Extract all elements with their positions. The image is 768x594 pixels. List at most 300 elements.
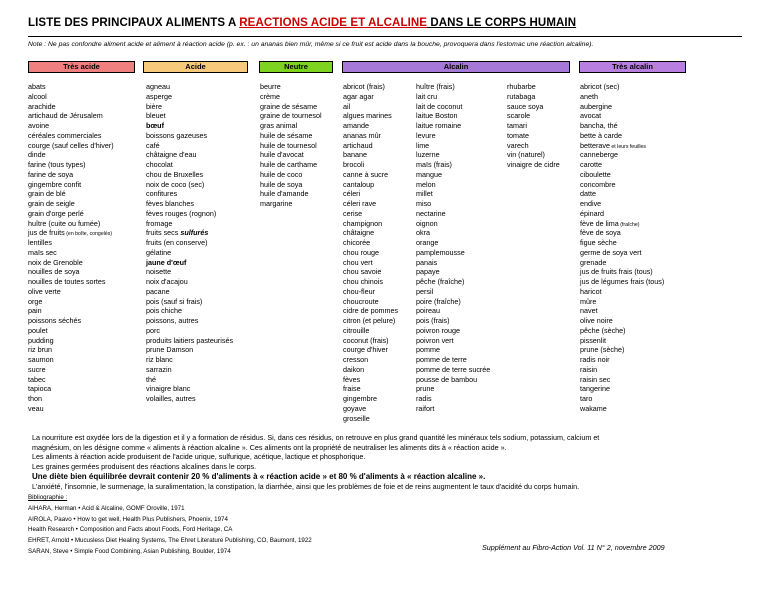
bibliography-item: EHRET, Arnold • Mucusless Diet Healing Systems, The Ehret Literature Publishing, CO, Baumont, 1922 xyxy=(28,537,312,545)
food-label: aubergine xyxy=(580,101,612,111)
food-item xyxy=(28,306,114,316)
food-label: fruits (en conserve) xyxy=(146,238,208,247)
food-label: bière xyxy=(146,101,162,111)
food-item xyxy=(28,219,114,229)
food-item xyxy=(28,189,114,199)
food-item xyxy=(146,394,233,404)
food-label: carotte xyxy=(580,160,602,169)
food-item xyxy=(28,82,114,92)
food-label: chocolat xyxy=(146,160,173,169)
food-item xyxy=(416,228,490,238)
food-label: lait de coconut xyxy=(416,101,463,111)
food-item xyxy=(580,209,664,219)
food-label: wakame xyxy=(580,403,607,413)
food-item xyxy=(416,404,490,414)
title-part3: DANS LE CORPS HUMAIN xyxy=(427,17,577,29)
food-item xyxy=(580,150,664,160)
food-label: alcool xyxy=(28,91,47,101)
food-label: pêche (fraîche) xyxy=(416,277,465,286)
food-label: ananas mûr xyxy=(343,130,381,140)
column-acide xyxy=(146,82,233,404)
food-item xyxy=(343,102,398,112)
food-item xyxy=(260,131,322,141)
food-item xyxy=(580,316,664,326)
food-label: radis xyxy=(416,394,432,403)
food-label: abricot (sec) xyxy=(580,82,620,91)
food-item xyxy=(28,267,114,277)
food-label: miso xyxy=(416,199,432,208)
food-label: poire (fraîche) xyxy=(416,296,461,306)
food-item xyxy=(343,199,398,209)
food-item xyxy=(28,121,114,131)
food-item xyxy=(260,141,322,151)
food-label: jus de légumes frais (tous) xyxy=(580,277,665,286)
food-item xyxy=(580,277,664,287)
food-label: canne à sucre xyxy=(343,169,389,179)
food-label: cidre de pommes xyxy=(343,306,399,316)
food-label: jaune d'œuf xyxy=(146,257,187,267)
food-item xyxy=(146,228,233,238)
food-item xyxy=(343,92,398,102)
food-item xyxy=(28,404,114,414)
food-item xyxy=(146,287,233,297)
food-item xyxy=(343,267,398,277)
food-item xyxy=(416,121,490,131)
food-label: gélatine xyxy=(146,247,172,257)
food-label: grain de blé xyxy=(28,189,66,199)
food-label: poissons, autres xyxy=(146,316,199,325)
food-item xyxy=(416,258,490,268)
food-label: laitue romaine xyxy=(416,121,462,130)
food-label: thé xyxy=(146,374,156,384)
food-item xyxy=(28,326,114,336)
food-item xyxy=(416,336,490,346)
food-label: huile d'amande xyxy=(260,189,309,199)
food-label: citron (et pelure) xyxy=(343,316,396,325)
food-label: poireau xyxy=(416,306,440,316)
food-item xyxy=(343,258,398,268)
food-item xyxy=(146,248,233,258)
food-label: papaye xyxy=(416,267,440,277)
food-note: (en boîte, congelés) xyxy=(64,231,113,238)
food-item xyxy=(343,121,398,131)
food-item xyxy=(260,150,322,160)
food-item xyxy=(146,375,233,385)
food-item xyxy=(146,121,233,131)
food-item xyxy=(580,394,664,404)
food-item xyxy=(146,170,233,180)
food-item xyxy=(416,82,490,92)
food-item xyxy=(416,248,490,258)
food-label: agneau xyxy=(146,82,170,91)
food-label: chou chinois xyxy=(343,277,383,286)
food-item xyxy=(343,414,398,424)
food-item xyxy=(146,384,233,394)
food-item xyxy=(580,92,664,102)
food-item xyxy=(507,131,560,141)
bibliography-item: AIHARA, Herman • Acid & Alcaline, GOMF Oroville, 1971 xyxy=(28,504,185,512)
food-item xyxy=(146,111,233,121)
food-item xyxy=(146,82,233,92)
food-item xyxy=(146,131,233,141)
food-item xyxy=(146,326,233,336)
food-label: tangerine xyxy=(580,384,610,394)
food-label: chicorée xyxy=(343,238,371,247)
food-label: beurre xyxy=(260,82,281,91)
food-label: vinaigre blanc xyxy=(146,384,191,394)
food-item xyxy=(343,219,398,229)
food-label: endive xyxy=(580,199,602,208)
food-item xyxy=(343,365,398,375)
food-item xyxy=(580,375,664,385)
food-label: levure xyxy=(416,130,436,140)
food-label: sauce soya xyxy=(507,101,544,111)
food-item xyxy=(260,102,322,112)
food-item xyxy=(343,180,398,190)
food-label: amande xyxy=(343,121,369,130)
food-label: germe de soya vert xyxy=(580,247,642,257)
food-item xyxy=(260,189,322,199)
food-label: fèves xyxy=(343,374,361,384)
food-label: nouilles de soya xyxy=(28,267,80,277)
food-label: margarine xyxy=(260,199,293,208)
food-label: café xyxy=(146,140,160,150)
food-item xyxy=(28,228,114,238)
food-item xyxy=(343,375,398,385)
food-label: huile de carthame xyxy=(260,160,318,169)
food-label: cresson xyxy=(343,355,369,364)
food-item xyxy=(416,180,490,190)
food-label: sucre xyxy=(28,364,46,374)
food-label: fruits secs xyxy=(146,228,179,238)
food-item xyxy=(343,326,398,336)
header-tres-acide: Très acide xyxy=(28,61,135,73)
food-label: huile de soya xyxy=(260,179,303,189)
food-label: cerise xyxy=(343,208,363,218)
food-item xyxy=(416,219,490,229)
food-item xyxy=(146,209,233,219)
food-item xyxy=(343,297,398,307)
food-item xyxy=(580,180,664,190)
food-item xyxy=(416,141,490,151)
food-label: grain de seigle xyxy=(28,199,75,208)
column-alcalin-3 xyxy=(507,82,560,170)
food-item xyxy=(580,267,664,277)
food-label: goyave xyxy=(343,403,367,413)
food-item xyxy=(343,306,398,316)
food-item xyxy=(416,102,490,112)
food-label: tabec xyxy=(28,374,46,384)
food-label: grenade xyxy=(580,257,607,267)
food-item xyxy=(580,189,664,199)
food-item xyxy=(146,189,233,199)
food-item xyxy=(343,131,398,141)
food-item xyxy=(416,316,490,326)
food-item xyxy=(416,92,490,102)
food-item xyxy=(146,277,233,287)
food-label: oignon xyxy=(416,218,438,228)
food-label: poivron vert xyxy=(416,335,454,345)
food-label: asperge xyxy=(146,91,172,101)
food-item xyxy=(580,287,664,297)
food-item xyxy=(580,238,664,248)
food-item xyxy=(580,404,664,414)
column-alcalin-1 xyxy=(343,82,398,423)
food-label: noix de Grenoble xyxy=(28,257,83,267)
food-item xyxy=(28,92,114,102)
food-label: fraise xyxy=(343,384,361,394)
food-item xyxy=(416,277,490,287)
food-item xyxy=(343,150,398,160)
food-item xyxy=(343,189,398,199)
food-item xyxy=(146,199,233,209)
food-label: poulet xyxy=(28,325,48,335)
food-item xyxy=(416,326,490,336)
food-label: artichaud de Jérusalem xyxy=(28,111,103,121)
food-item xyxy=(416,287,490,297)
header-alcalin: Alcalin xyxy=(342,61,570,73)
food-label: concombre xyxy=(580,179,616,189)
food-label: prune (sèche) xyxy=(580,345,625,355)
food-label: pois (frais) xyxy=(416,316,450,325)
food-item xyxy=(146,238,233,248)
food-label: mûre xyxy=(580,296,597,306)
food-label: pissenlit xyxy=(580,335,606,345)
food-label: graine de tournesol xyxy=(260,111,322,121)
food-label: lentilles xyxy=(28,238,52,247)
food-label: veau xyxy=(28,403,44,413)
food-item xyxy=(416,199,490,209)
food-label: arachide xyxy=(28,101,56,111)
food-item xyxy=(146,316,233,326)
food-item xyxy=(343,248,398,258)
food-item xyxy=(343,355,398,365)
food-label: sarrazin xyxy=(146,364,172,374)
food-item xyxy=(580,219,664,229)
food-item xyxy=(28,355,114,365)
food-item xyxy=(580,297,664,307)
food-item xyxy=(343,170,398,180)
explanation-paragraph xyxy=(32,433,712,491)
food-label: graine de sésame xyxy=(260,101,318,111)
food-label: orange xyxy=(416,238,439,247)
food-item xyxy=(146,92,233,102)
food-label: banane xyxy=(343,150,367,160)
food-item xyxy=(146,365,233,375)
food-label: mangue xyxy=(416,169,442,179)
food-item xyxy=(416,209,490,219)
food-item xyxy=(28,199,114,209)
food-label: noix de coco (sec) xyxy=(146,179,205,189)
bibliography-item: Health Research • Composition and Facts about Foods, Ford Heritage, CA xyxy=(28,526,233,534)
food-label: raisin xyxy=(580,364,598,374)
food-label: riz blanc xyxy=(146,355,173,364)
food-item xyxy=(416,189,490,199)
food-item xyxy=(416,131,490,141)
food-item xyxy=(28,238,114,248)
food-label: poissons séchés xyxy=(28,316,82,325)
food-label: luzerne xyxy=(416,150,440,160)
column-tres-acide xyxy=(28,82,114,414)
food-item xyxy=(580,82,664,92)
food-label: pomme xyxy=(416,345,440,355)
food-item xyxy=(343,238,398,248)
food-item xyxy=(146,355,233,365)
food-label: bancha, thé xyxy=(580,121,618,130)
food-label: persil xyxy=(416,286,434,296)
food-item xyxy=(28,277,114,287)
food-label: vinaigre de cidre xyxy=(507,160,560,169)
food-item xyxy=(580,141,664,151)
para-line5: Une diète bien équilibrée devrait contenir 20 % d'aliments à « réaction acide » et 80 % d'aliments à « réaction alcaline ». xyxy=(32,471,486,481)
food-item xyxy=(260,180,322,190)
food-label: laitue Boston xyxy=(416,111,458,121)
food-label: citrouille xyxy=(343,325,370,335)
food-label: tamari xyxy=(507,121,527,130)
food-label: jus de fruits frais (tous) xyxy=(580,267,653,277)
food-label: pois (sauf si frais) xyxy=(146,296,203,306)
food-label: daikon xyxy=(343,364,365,374)
title-highlight: REACTIONS ACIDE ET ALCALINE xyxy=(239,17,428,29)
food-item xyxy=(28,111,114,121)
food-item xyxy=(343,160,398,170)
food-item xyxy=(343,209,398,219)
food-label: gras animal xyxy=(260,121,298,130)
food-label: pacane xyxy=(146,286,170,296)
header-tres-alcalin: Très alcalin xyxy=(579,61,686,73)
food-item xyxy=(28,375,114,385)
food-item xyxy=(146,297,233,307)
food-item xyxy=(580,306,664,316)
food-item xyxy=(343,345,398,355)
food-item xyxy=(260,199,322,209)
food-item xyxy=(28,209,114,219)
food-item xyxy=(507,160,560,170)
food-label: groseille xyxy=(343,413,370,423)
food-item xyxy=(343,228,398,238)
food-item xyxy=(416,394,490,404)
food-item xyxy=(343,82,398,92)
food-label: châtaigne d'eau xyxy=(146,150,197,160)
food-item xyxy=(28,102,114,112)
food-label: thon xyxy=(28,394,42,403)
food-label: crème xyxy=(260,91,280,101)
food-item xyxy=(416,384,490,394)
food-label: avoine xyxy=(28,121,50,130)
food-label: nouilles de toutes sortes xyxy=(28,277,106,286)
food-label: agar agar xyxy=(343,91,374,101)
food-label: choucroute xyxy=(343,296,379,306)
food-label: riz brun xyxy=(28,345,52,355)
food-label: raisin sec xyxy=(580,374,611,384)
food-label: fève de lima xyxy=(580,218,619,228)
food-label: pamplemousse xyxy=(416,247,465,257)
food-item xyxy=(416,306,490,316)
food-label: gingembre confit xyxy=(28,179,82,189)
food-label: huître (frais) xyxy=(416,82,455,91)
food-label: canneberge xyxy=(580,150,618,160)
food-item xyxy=(28,180,114,190)
food-item xyxy=(580,248,664,258)
food-item xyxy=(507,141,560,151)
food-label: betterave xyxy=(580,140,610,150)
food-label: chou rouge xyxy=(343,247,379,257)
food-label: rutabaga xyxy=(507,91,536,101)
food-label: artichaud xyxy=(343,140,373,150)
food-label: farine de soya xyxy=(28,169,74,179)
food-item xyxy=(416,365,490,375)
food-label: abricot (frais) xyxy=(343,82,385,91)
food-label: épinard xyxy=(580,208,604,218)
food-item xyxy=(580,199,664,209)
food-item xyxy=(146,306,233,316)
food-item xyxy=(580,336,664,346)
food-label: lait cru xyxy=(416,91,438,101)
food-label: confitures xyxy=(146,189,178,199)
food-item xyxy=(28,150,114,160)
food-label: coconut (frais) xyxy=(343,335,389,345)
food-label: gingembre xyxy=(343,394,377,403)
food-label: grain d'orge perlé xyxy=(28,208,84,218)
food-label: prune xyxy=(416,384,435,394)
header-neutre: Neutre xyxy=(259,61,333,73)
food-label: maïs sec xyxy=(28,247,57,257)
food-label: olive noire xyxy=(580,316,613,325)
food-label: pêche (sèche) xyxy=(580,325,626,335)
food-item xyxy=(260,170,322,180)
food-label: pomme de terre xyxy=(416,355,467,364)
food-label: prune Damson xyxy=(146,345,194,355)
food-item xyxy=(580,121,664,131)
food-label: courge d'hiver xyxy=(343,345,388,355)
food-label: huile de tournesol xyxy=(260,140,317,150)
food-label: maïs (frais) xyxy=(416,160,452,169)
food-label: haricot xyxy=(580,286,602,296)
food-item xyxy=(146,258,233,268)
food-label: datte xyxy=(580,189,596,199)
food-label: céleri xyxy=(343,189,361,199)
food-label: chou de Bruxelles xyxy=(146,169,204,179)
food-label: pudding xyxy=(28,335,54,345)
food-item xyxy=(580,102,664,112)
food-item xyxy=(146,102,233,112)
food-label: cantaloup xyxy=(343,179,375,189)
food-label: millet xyxy=(416,189,433,199)
food-label: huître (cuite ou fumée) xyxy=(28,218,101,228)
food-label: boissons gazeuses xyxy=(146,130,208,140)
food-item xyxy=(416,111,490,121)
food-label: produits laitiers pasteurisés xyxy=(146,335,234,345)
food-item xyxy=(146,219,233,229)
food-label: radis noir xyxy=(580,355,610,364)
food-item xyxy=(507,111,560,121)
food-label: fromage xyxy=(146,218,173,228)
food-label: aneth xyxy=(580,91,598,101)
food-item xyxy=(343,394,398,404)
food-label: raifort xyxy=(416,403,435,413)
food-item xyxy=(146,267,233,277)
food-label: olive verte xyxy=(28,286,61,296)
food-label: noisette xyxy=(146,267,172,277)
food-item xyxy=(416,238,490,248)
food-item xyxy=(28,131,114,141)
food-item xyxy=(260,111,322,121)
food-item xyxy=(580,355,664,365)
food-label: orge xyxy=(28,296,43,306)
food-item xyxy=(507,102,560,112)
food-item xyxy=(343,316,398,326)
food-label: avocat xyxy=(580,111,602,121)
